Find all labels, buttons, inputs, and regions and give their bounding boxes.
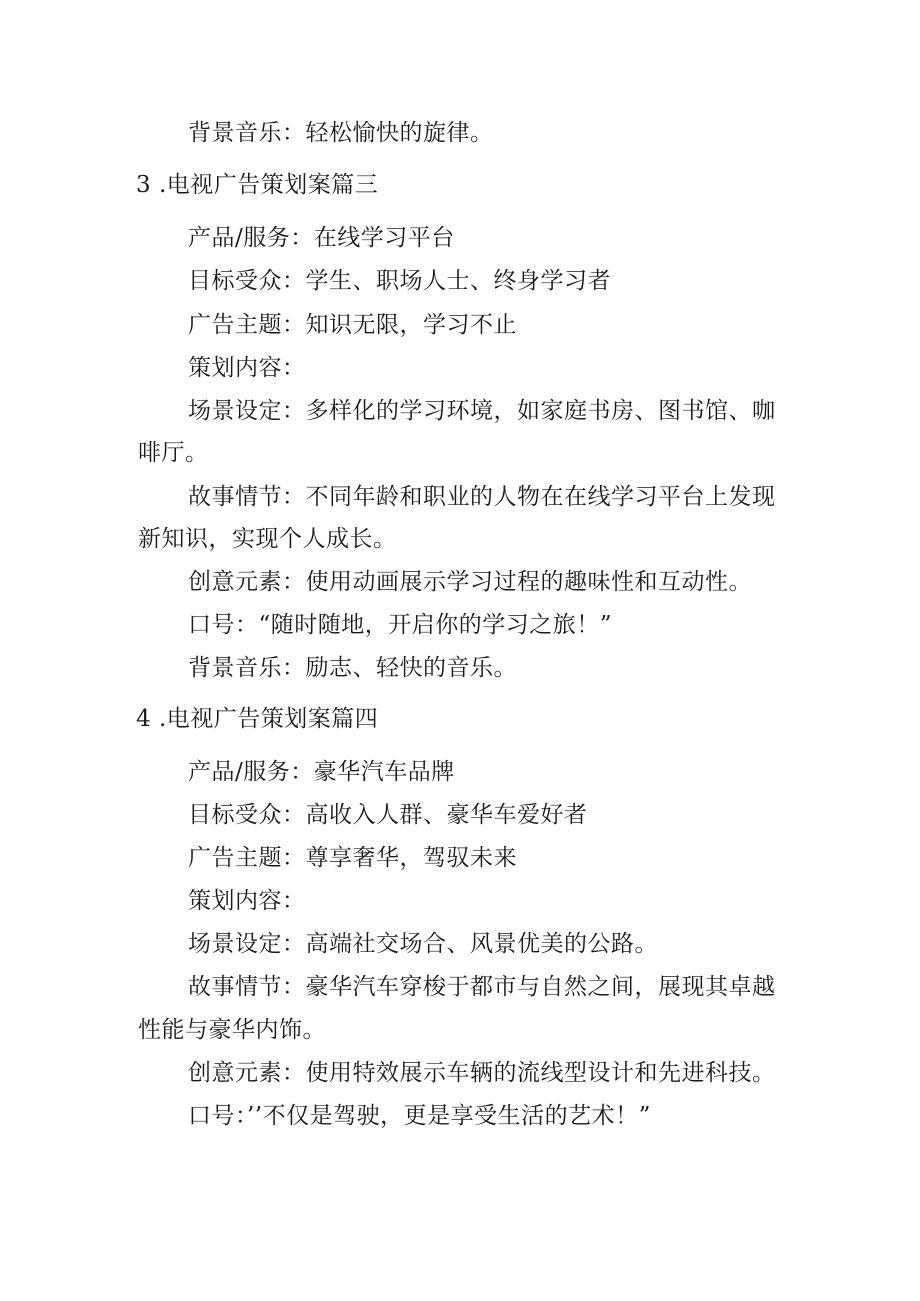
paragraph-line: 产品/服务：豪华汽车品牌	[188, 759, 455, 785]
paragraph-line: 故事情节：豪华汽车穿梭于都市与自然之间，展现其卓越	[188, 974, 776, 1000]
paragraph-line: 场景设定：高端社交场合、风景优美的公路。	[188, 931, 658, 957]
paragraph-line: 目标受众：学生、职场人士、终身学习者	[188, 268, 611, 294]
paragraph-line: 故事情节：不同年龄和职业的人物在在线学习平台上发现	[188, 484, 776, 510]
paragraph-line: 广告主题：知识无限，学习不止	[188, 312, 517, 338]
paragraph-line: 背景音乐：轻松愉快的旋律。	[188, 120, 494, 146]
paragraph-line: 策划内容：	[188, 888, 306, 914]
paragraph-line: 创意元素：使用动画展示学习过程的趣味性和互动性。	[188, 569, 752, 595]
paragraph-line: 性能与豪华内饰。	[138, 1017, 326, 1043]
paragraph-line: 啡厅。	[138, 440, 209, 466]
paragraph-line: 场景设定：多样化的学习环境，如家庭书房、图书馆、咖	[188, 398, 776, 424]
paragraph-line: 口号：“随时随地，开启你的学习之旅！”	[188, 612, 613, 638]
section-heading: 3 .电视广告策划案篇三	[136, 172, 379, 198]
section-heading: 4 .电视广告策划案篇四	[136, 706, 379, 732]
paragraph-line: 产品/服务：在线学习平台	[188, 225, 455, 251]
paragraph-line: 口号：’’不仅是驾驶，更是享受生活的艺术！”	[188, 1103, 651, 1129]
paragraph-line: 广告主题：尊享奢华，驾驭未来	[188, 845, 517, 871]
paragraph-line: 策划内容：	[188, 355, 306, 381]
paragraph-line: 背景音乐：励志、轻快的音乐。	[188, 655, 517, 681]
paragraph-line: 创意元素：使用特效展示车辆的流线型设计和先进科技。	[188, 1060, 776, 1086]
paragraph-line: 目标受众：高收入人群、豪华车爱好者	[188, 802, 588, 828]
paragraph-line: 新知识，实现个人成长。	[138, 526, 397, 552]
